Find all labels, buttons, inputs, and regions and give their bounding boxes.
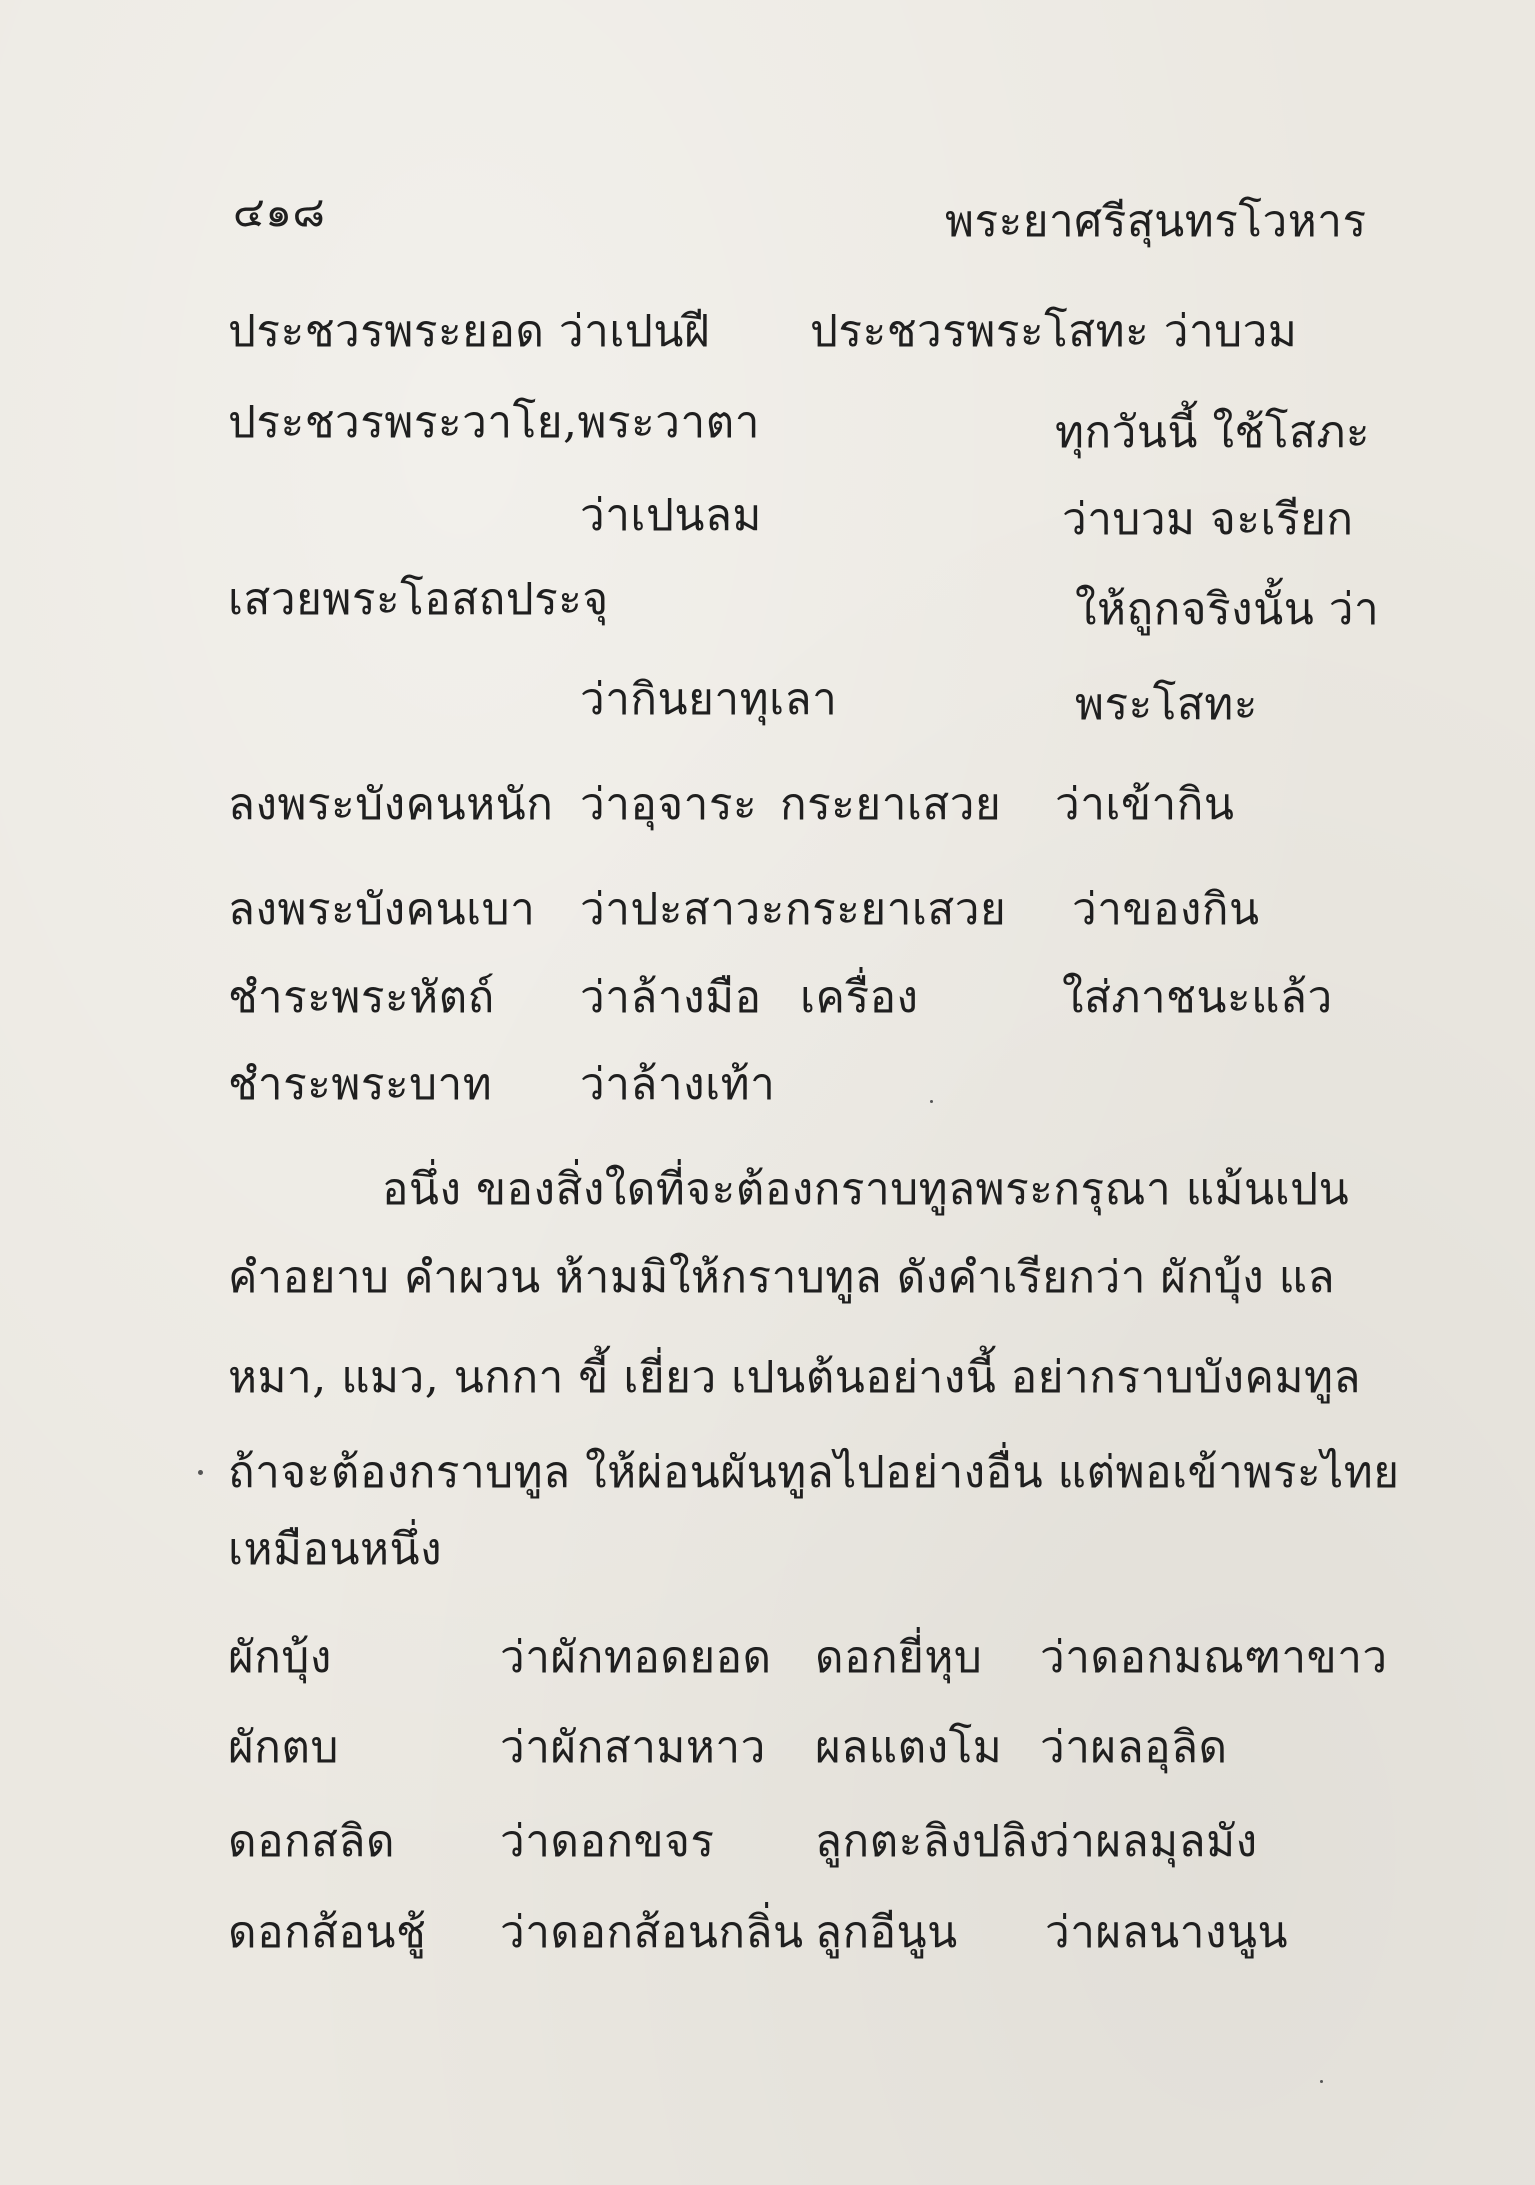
vocab-term: ชำระพระหัตถ์ [228, 972, 495, 1023]
vocab-term: ชำระพระบาท [228, 1059, 493, 1110]
vocab-meaning: ว่าของกิน [1072, 884, 1260, 935]
table-cell-meaning: ว่าผลอุลิด [1040, 1722, 1228, 1773]
vocab-note: ว่าบวม จะเรียก [1062, 494, 1354, 545]
vocab-meaning: ว่าล้างมือ [580, 972, 762, 1023]
paper-speck [930, 1100, 933, 1103]
paragraph-line: เหมือนหนึ่ง [228, 1524, 443, 1575]
table-cell-meaning: ว่าดอกมณฑาขาว [1040, 1632, 1388, 1683]
vocab-meaning: ว่าปะสาวะ [580, 884, 785, 935]
table-cell-word: ลูกตะลิงปลิง [815, 1816, 1051, 1867]
vocab-term: กระยาเสวย [785, 884, 1007, 935]
table-cell-word: ดอกสลิด [228, 1816, 396, 1867]
vocab-note: ทุกวันนี้ ใช้โสภะ [1055, 407, 1370, 458]
vocab-term: กระยาเสวย [780, 779, 1002, 830]
vocab-meaning: ว่าอุจาระ [580, 779, 758, 830]
vocab-note: ให้ถูกจริงนั้น ว่า [1075, 584, 1380, 635]
page-number: ๔๑๘ [233, 187, 326, 236]
paragraph-line: หมา, แมว, นกกา ขี้ เยี่ยว เปนต้นอย่างนี้ อย่ากราบบังคมทูล [228, 1352, 1361, 1403]
paper-speck [198, 1470, 203, 1475]
vocab-term: ลงพระบังคนหนัก [228, 779, 554, 830]
vocab-term: เสวยพระโอสถประจุ [228, 574, 609, 625]
vocab-term: ประชวรพระวาโย,พระวาตา [228, 397, 760, 448]
paragraph-line: อนึ่ง ของสิ่งใดที่จะต้องกราบทูลพระกรุณา แม้นเปน [382, 1164, 1350, 1215]
vocab-term: ประชวรพระโสทะ ว่าบวม [810, 306, 1298, 357]
table-cell-word: ผักบุ้ง [228, 1632, 332, 1683]
vocab-meaning: ใส่ภาชนะแล้ว [1062, 972, 1333, 1023]
paragraph-line: คำอยาบ คำผวน ห้ามมิให้กราบทูล ดังคำเรียกว่า ผักบุ้ง แล [228, 1252, 1336, 1303]
vocab-meaning: ว่าล้างเท้า [580, 1059, 776, 1110]
vocab-meaning: ว่าเปนลม [580, 490, 762, 541]
table-cell-word: ดอกส้อนชู้ [228, 1907, 427, 1958]
table-cell-word: ดอกยี่หุบ [815, 1632, 983, 1683]
table-cell-word: ผลแตงโม [815, 1722, 1003, 1773]
vocab-note: พระโสทะ [1075, 679, 1258, 730]
table-cell-word: ลูกอีนูน [815, 1907, 958, 1958]
table-cell-word: ผักตบ [228, 1722, 339, 1773]
vocab-meaning: ว่ากินยาทุเลา [580, 674, 838, 725]
table-cell-meaning: ว่าดอกส้อนกลิ่น [500, 1907, 804, 1958]
paragraph-line: ถ้าจะต้องกราบทูล ให้ผ่อนผันทูลไปอย่างอื่น แต่พอเข้าพระไทย [228, 1447, 1400, 1498]
running-title: พระยาศรีสุนทรโวหาร [945, 196, 1367, 247]
paper-speck [1320, 2080, 1323, 2083]
table-cell-meaning: ว่าผลมุลมัง [1045, 1816, 1258, 1867]
vocab-meaning: ว่าเข้ากิน [1055, 779, 1235, 830]
table-cell-meaning: ว่าดอกขจร [500, 1816, 715, 1867]
table-cell-meaning: ว่าผักสามหาว [500, 1722, 766, 1773]
vocab-term: ประชวรพระยอด ว่าเปนฝี [228, 306, 711, 357]
table-cell-meaning: ว่าผักทอดยอด [500, 1632, 772, 1683]
vocab-term: เครื่อง [800, 972, 919, 1023]
vocab-term: ลงพระบังคนเบา [228, 884, 536, 935]
table-cell-meaning: ว่าผลนางนูน [1045, 1907, 1289, 1958]
